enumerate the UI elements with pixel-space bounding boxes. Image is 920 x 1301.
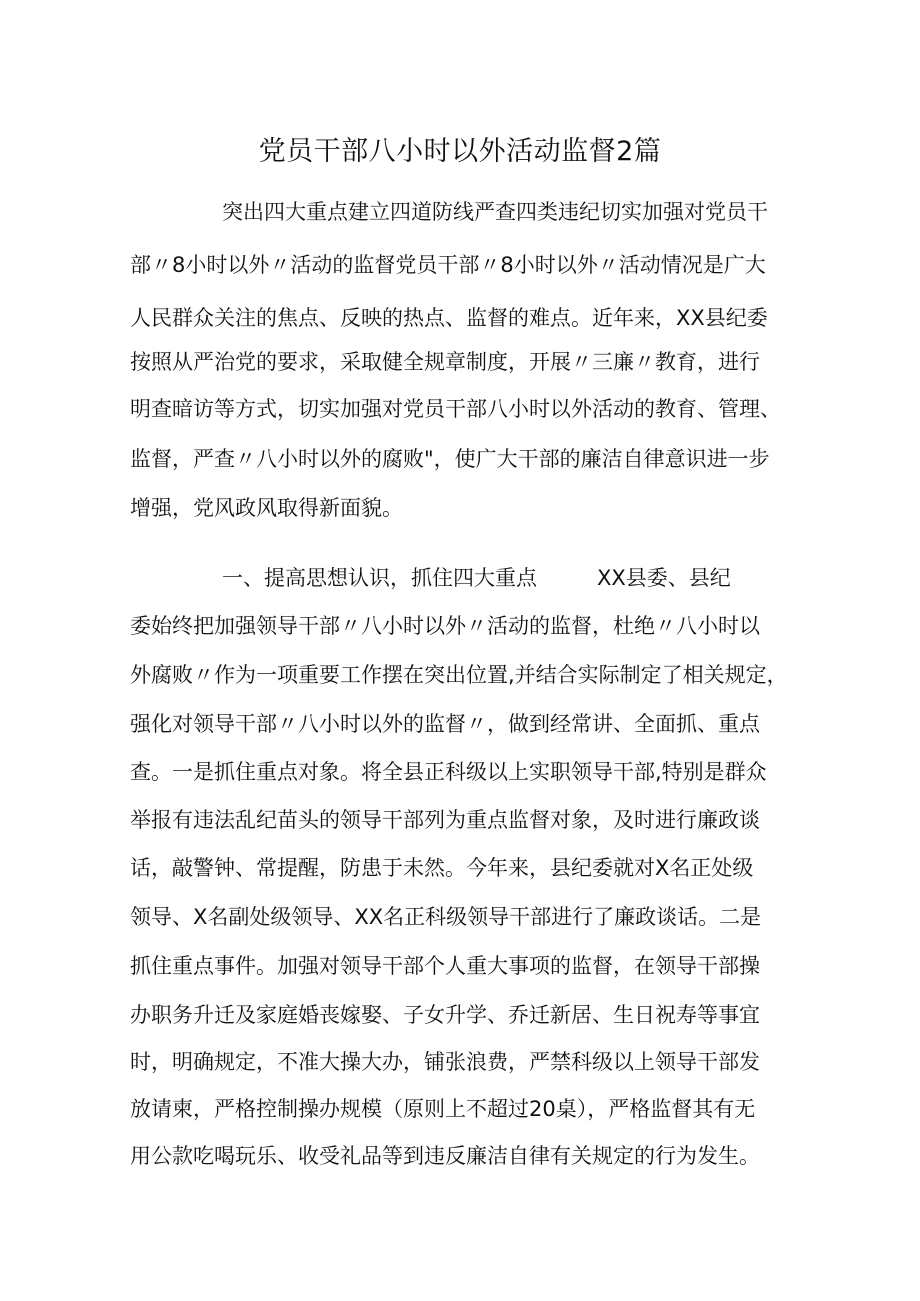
paragraph-line: 委始终把加强领导干部〃八小时以外〃活动的监督，杜绝〃八小时以: [130, 614, 760, 638]
paragraph-line: 举报有违法乱纪苗头的领导干部列为重点监督对象，及时进行廉政谈: [130, 808, 760, 832]
paragraph-line: 人民群众关注的焦点、反映的热点、监督的难点。近年来，XX县纪委: [130, 306, 768, 330]
paragraph-line: 部〃8小时以外〃活动的监督党员干部〃8小时以外〃活动情况是广大: [130, 253, 766, 277]
paragraph-line: 外腐败〃作为一项重要工作摆在突出位置,并结合实际制定了相关规定，: [130, 663, 788, 687]
paragraph-line: 强化对领导干部〃八小时以外的监督〃，做到经常讲、全面抓、重点: [130, 712, 760, 736]
paragraph-line: 话，敲警钟、常提醒，防患于未然。今年来，县纪委就对X名正处级: [130, 856, 754, 880]
paragraph-line: 明查暗访等方式，切实加强对党员干部八小时以外活动的教育、管理、: [130, 397, 781, 421]
paragraph-line: 查。一是抓住重点对象。将全县正科级以上实职领导干部,特别是群众: [130, 760, 767, 784]
paragraph-line: 时，明确规定，不准大操大办，铺张浪费，严禁科级以上领导干部发: [130, 1050, 760, 1074]
document-title: 党员干部八小时以外活动监督2篇: [258, 136, 662, 167]
section-heading-line: [222, 562, 731, 594]
section-heading: 一、提高思想认识，抓住四大重点: [222, 566, 537, 590]
paragraph-line: 监督，严查〃八小时以外的腐败"，使广大干部的廉洁自律意识进一步: [130, 447, 770, 471]
paragraph-line: 增强，党风政风取得新面貌。: [130, 496, 403, 520]
paragraph-line: 办职务升迁及家庭婚丧嫁娶、子女升学、乔迁新居、生日祝寿等事宜: [130, 1003, 760, 1027]
paragraph-line: 突出四大重点建立四道防线严查四类违纪切实加强对党员干: [222, 200, 768, 224]
paragraph-line: 领导、X名副处级领导、XX名正科级领导干部进行了廉政谈话。二是: [130, 905, 762, 929]
paragraph-line: 放请柬，严格控制操办规模（原则上不超过20桌），严格监督其有无: [130, 1097, 756, 1121]
section-lead-text: XX县委、县纪: [597, 566, 731, 590]
paragraph-line: 抓住重点事件。加强对领导干部个人重大事项的监督，在领导干部操: [130, 954, 760, 978]
paragraph-line: 按照从严治党的要求，采取健全规章制度，开展〃三廉〃教育，进行: [130, 350, 760, 374]
paragraph-line: 用公款吃喝玩乐、收受礼品等到违反廉洁自律有关规定的行为发生。: [130, 1144, 760, 1168]
